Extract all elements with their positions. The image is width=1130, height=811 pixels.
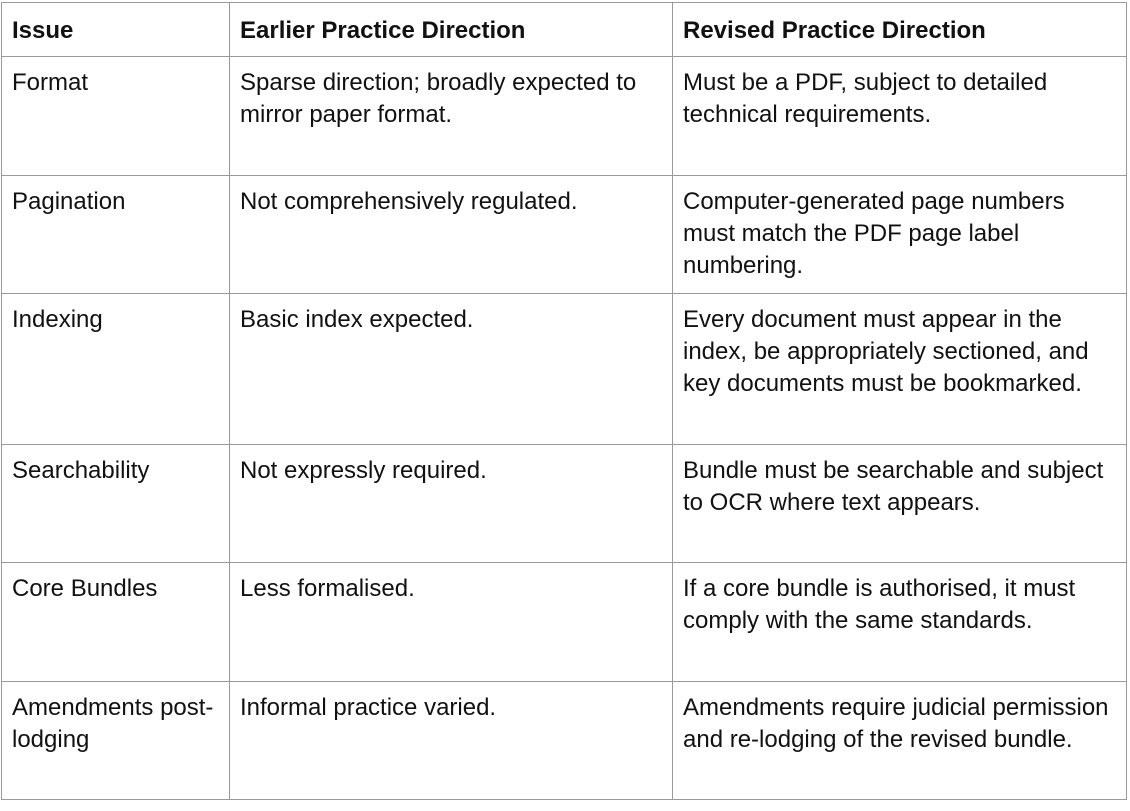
issue-cell: Searchability xyxy=(2,445,230,563)
header-issue: Issue xyxy=(2,3,230,57)
table-row xyxy=(2,176,1127,294)
revised-cell: Bundle must be searchable and subject to OCR where text appears. xyxy=(673,445,1127,563)
revised-cell: Amendments require judicial permission and re-lodging of the revised bundle. xyxy=(673,682,1127,800)
issue-cell: Amendments post-lodging xyxy=(2,682,230,800)
table-row xyxy=(2,682,1127,800)
earlier-cell: Basic index expected. xyxy=(230,294,673,445)
revised-cell: Computer-generated page numbers must match the PDF page label numbering. xyxy=(673,176,1127,294)
revised-cell: Every document must appear in the index, be appropriately sectioned, and key documents must be bookmarked. xyxy=(673,294,1127,445)
issue-cell: Core Bundles xyxy=(2,563,230,682)
issue-cell: Format xyxy=(2,57,230,176)
issue-cell: Pagination xyxy=(2,176,230,294)
earlier-cell: Informal practice varied. xyxy=(230,682,673,800)
table-row xyxy=(2,294,1127,445)
table-row xyxy=(2,563,1127,682)
table-header xyxy=(2,3,1127,57)
table-row xyxy=(2,445,1127,563)
issue-cell: Indexing xyxy=(2,294,230,445)
earlier-cell: Sparse direction; broadly expected to mirror paper format. xyxy=(230,57,673,176)
table-row xyxy=(2,57,1127,176)
table-header-row xyxy=(2,3,1127,57)
earlier-cell: Not expressly required. xyxy=(230,445,673,563)
header-revised-practice-direction: Revised Practice Direction xyxy=(673,3,1127,57)
revised-cell: If a core bundle is authorised, it must comply with the same standards. xyxy=(673,563,1127,682)
table-body xyxy=(2,57,1127,800)
revised-cell: Must be a PDF, subject to detailed technical requirements. xyxy=(673,57,1127,176)
header-earlier-practice-direction: Earlier Practice Direction xyxy=(230,3,673,57)
practice-direction-comparison-table xyxy=(1,2,1127,800)
earlier-cell: Not comprehensively regulated. xyxy=(230,176,673,294)
earlier-cell: Less formalised. xyxy=(230,563,673,682)
